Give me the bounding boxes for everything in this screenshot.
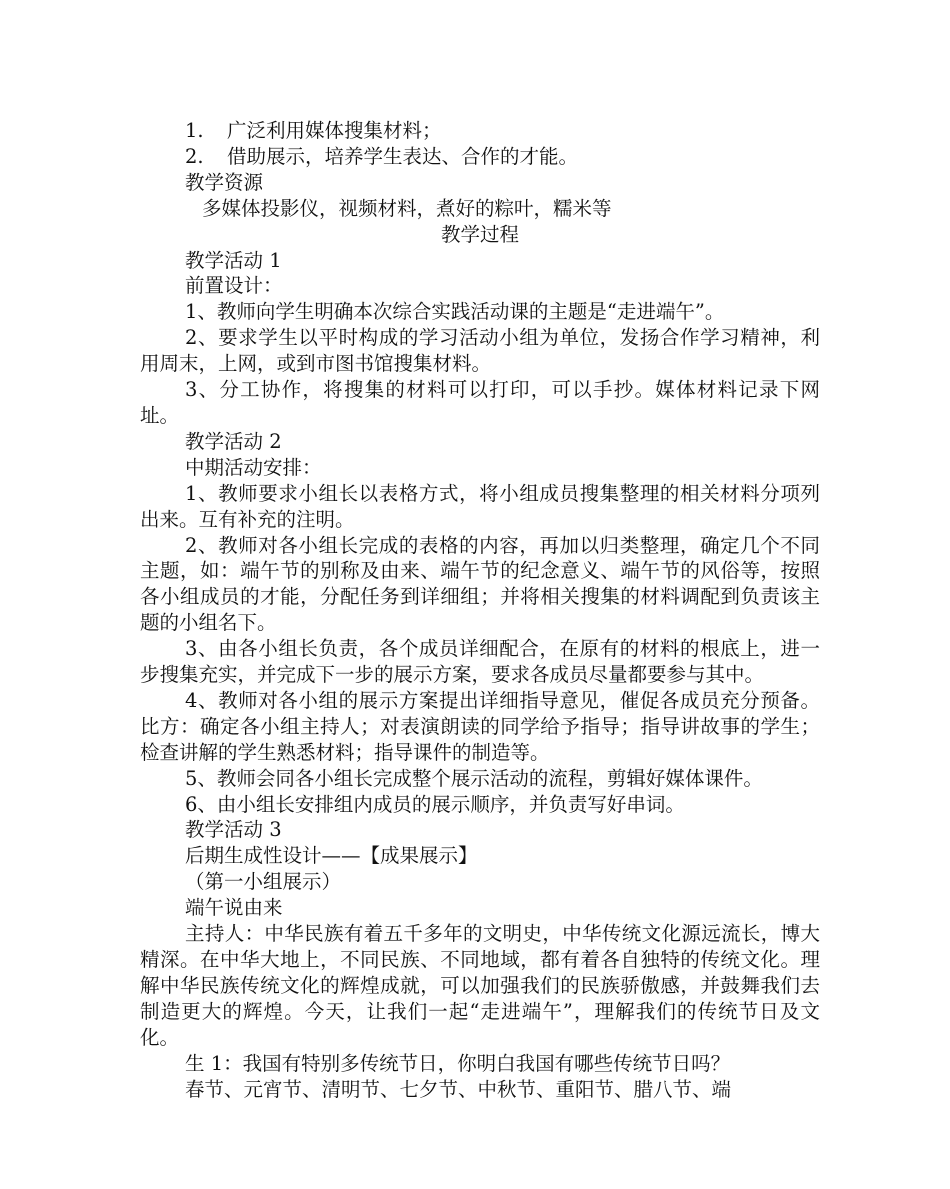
list-item-1 — [140, 118, 820, 144]
document-body — [140, 118, 820, 1102]
list-number: 1. — [185, 119, 204, 142]
festival-list: 春节、元宵节、清明节、七夕节、中秋节、重阳节、腊八节、端 — [185, 1077, 732, 1101]
activity1-paragraph-1: 1、教师向学生明确本次综合实践活动课的主题是“走进端午”。 — [185, 300, 725, 324]
activity2-paragraph-1: 1、教师要求小组长以表格方式，将小组成员搜集整理的相关材料分项列出来。互有补充的注明。 — [140, 481, 820, 531]
activity1-subheading: 前置设计： — [185, 274, 283, 298]
activity2-paragraph-3: 3、由各小组长负责，各个成员详细配合，在原有的材料的根底上，进一步搜集充实，并完成下一步的展示方案，要求各成员尽量都要参与其中。 — [140, 637, 820, 687]
activity2-paragraph-2: 2、教师对各小组长完成的表格的内容，再加以归类整理，确定几个不同主题，如：端午节的别称及由来、端午节的纪念意义、端午节的风俗等，按照各小组成员的才能，分配任务到详细组；并将相关搜集的材料调配到负责该主题的小组名下。 — [140, 533, 820, 635]
process-title: 教学过程 — [440, 222, 519, 246]
activity2-paragraph-5: 5、教师会同各小组长完成整个展示活动的流程，剪辑好媒体课件。 — [185, 766, 763, 790]
activity1-heading: 教学活动 1 — [185, 248, 282, 272]
activity3-subheading: 后期生成性设计——【成果展示】 — [185, 844, 478, 868]
activity2-paragraph-4: 4、教师对各小组的展示方案提出详细指导意见，催促各成员充分预备。比方：确定各小组主持人；对表演朗读的同学给予指导；指导讲故事的学生；检查讲解的学生熟悉材料；指导课件的制造等。 — [140, 688, 820, 764]
list-item-2 — [140, 144, 820, 170]
list-number: 2. — [185, 144, 204, 168]
student-1-question: 生 1：我国有特别多传统节日，你明白我国有哪些传统节日吗？ — [185, 1051, 731, 1075]
activity2-heading: 教学活动 2 — [185, 429, 282, 453]
activity1-paragraph-3: 3、分工协作，将搜集的材料可以打印，可以手抄。媒体材料记录下网址。 — [140, 378, 820, 427]
activity2-paragraph-6: 6、由小组长安排组内成员的展示顺序，并负责写好串词。 — [185, 792, 685, 816]
host-paragraph: 主持人：中华民族有着五千多年的文明史，中华传统文化源远流长，博大精深。在中华大地上，不同民族、不同地域，都有着各自独特的传统文化。理解中华民族传统文化的辉煌成就，可以加强我们的民族骄傲感，并鼓舞我们去制造更大的辉煌。今天，让我们一起“走进端午”，理解我们的传统节日及文化。 — [140, 922, 820, 1049]
resources-text: 多媒体投影仪，视频材料，煮好的粽叶，糯米等 — [202, 196, 612, 220]
list-text: 广泛利用媒体搜集材料； — [227, 119, 442, 142]
activity3-heading: 教学活动 3 — [185, 818, 282, 842]
list-text: 借助展示，培养学生表达、合作的才能。 — [227, 144, 579, 168]
topic-title: 端午说由来 — [185, 896, 283, 920]
activity2-subheading: 中期活动安排： — [185, 455, 322, 479]
activity1-paragraph-2: 2、要求学生以平时构成的学习活动小组为单位，发扬合作学习精神，利用周末，上网，或到市图书馆搜集材料。 — [140, 326, 820, 376]
resources-heading: 教学资源 — [185, 170, 264, 194]
group-label: （第一小组展示） — [185, 870, 342, 894]
